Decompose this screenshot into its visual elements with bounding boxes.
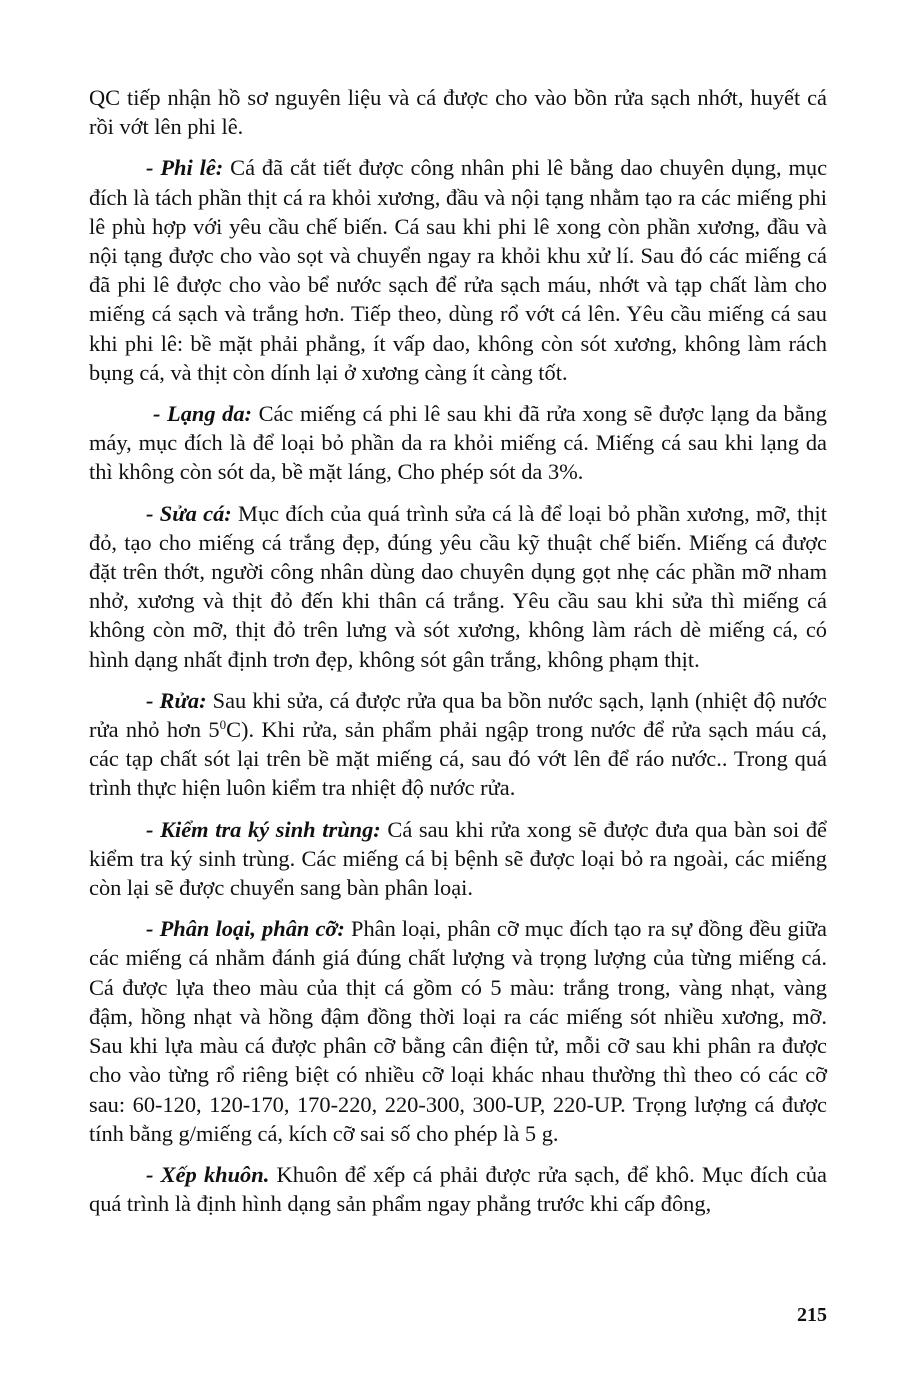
document-body	[89, 83, 827, 1230]
paragraph-phan-loai	[89, 914, 827, 1148]
page-number: 215	[797, 1304, 827, 1326]
paragraph-text: Các miếng cá phi lê sau khi đã rửa xong sẽ được lạng da bằng máy, mục đích là để loại bỏ phần da ra khỏi miếng cá. Miếng cá sau khi lạng da thì không còn sót da, bề mặt láng, Cho phép sót da 3%.	[89, 401, 827, 485]
section-label-phan-loai: - Phân loại, phân cỡ:	[146, 916, 345, 942]
paragraph-sua-ca	[89, 499, 827, 674]
paragraph-text: Mục đích của quá trình sửa cá là để loại bỏ phần xương, mỡ, thịt đỏ, tạo cho miếng cá trắng đẹp, đúng yêu cầu kỹ thuật chế biến. Miếng cá được đặt trên thớt, người công nhân dùng dao chuyên dụng gọt nhẹ các phần mỡ nham nhở, xương và thịt đỏ đến khi thân cá trắng. Yêu cầu sau khi sửa thì miếng cá không còn mỡ, thịt đỏ trên lưng và sót xương, không làm rách dè miếng cá, có hình dạng nhất định trơn đẹp, không sót gân trắng, không phạm thịt.	[89, 500, 827, 672]
paragraph-intro	[89, 83, 827, 141]
superscript-degree: 0	[219, 717, 227, 733]
paragraph-xep-khuon	[89, 1160, 827, 1218]
paragraph-rua	[89, 686, 827, 803]
paragraph-text: Cá đã cắt tiết được công nhân phi lê bằng dao chuyên dụng, mục đích là tách phần thịt cá ra khỏi xương, đầu và nội tạng nhằm tạo ra các miếng phi lê phù hợp với yêu cầu chế biến. Cá sau khi phi lê xong còn phần xương, đầu và nội tạng được cho vào sọt và chuyển ngay ra khỏi khu xử lí. Sau đó các miếng cá đã phi lê được cho vào bể nước sạch để rửa sạch máu, nhớt và tạp chất làm cho miếng cá sạch và trắng hơn. Tiếp theo, dùng rổ vớt cá lên. Yêu cầu miếng cá sau khi phi lê: bề mặt phải phẳng, ít vấp dao, không còn sót xương, không làm rách bụng cá, và thịt còn dính lại ở xương càng ít càng tốt.	[89, 155, 828, 385]
section-label-sua-ca: - Sửa cá:	[146, 500, 232, 526]
paragraph-text: Sau khi sửa, cá được rửa qua ba bồn nước sạch, lạnh (nhiệt độ nước rửa nhỏ hơn 5	[89, 687, 827, 743]
paragraph-text: Phân loại, phân cỡ mục đích tạo ra sự đồng đều giữa các miếng cá nhằm đánh giá đúng chất lượng và trọng lượng của từng miếng cá. Cá được lựa theo màu của thịt cá gồm có 5 màu: trắng trong, vàng nhạt, vàng đậm, hồng nhạt và hồng đậm đồng thời loại ra các miếng sót nhiều xương, mỡ. Sau khi lựa màu cá được phân cỡ bằng cân điện tử, mỗi cỡ sau khi phân ra được cho vào từng rổ riêng biệt có nhiều cỡ loại khác nhau thường thì theo có các cỡ sau: 60-120, 120-170, 170-220, 220-300, 300-UP, 220-UP. Trọng lượng cá được tính bằng g/miếng cá, kích cỡ sai số cho phép là 5 g.	[89, 916, 827, 1146]
paragraph-text: C). Khi rửa, sản phẩm phải ngập trong nước để rửa sạch máu cá, các tạp chất sót lại trên bề mặt miếng cá, sau đó vớt lên để ráo nước.. Trong quá trình thực hiện luôn kiểm tra nhiệt độ nước rửa.	[89, 717, 827, 801]
paragraph-phi-le	[89, 153, 827, 387]
section-label-rua: - Rửa:	[146, 687, 207, 713]
paragraph-text: Khuôn để xếp cá phải được rửa sạch, để khô. Mục đích của quá trình là định hình dạng sản phẩm ngay phẳng trước khi cấp đông,	[89, 1161, 827, 1217]
section-label-phi-le: - Phi lê:	[146, 155, 224, 181]
paragraph-lang-da	[89, 399, 827, 487]
paragraph-kiem-tra	[89, 815, 827, 903]
paragraph-text: Cá sau khi rửa xong sẽ được đưa qua bàn soi để kiểm tra ký sinh trùng. Các miếng cá bị bệnh sẽ được loại bỏ ra ngoài, các miếng còn lại sẽ được chuyển sang bàn phân loại.	[89, 816, 827, 901]
section-label-xep-khuon: - Xếp khuôn.	[146, 1161, 270, 1187]
paragraph-text: QC tiếp nhận hồ sơ nguyên liệu và cá được cho vào bồn rửa sạch nhớt, huyết cá rồi vớt lên phi lê.	[89, 85, 827, 140]
section-label-kiem-tra: - Kiểm tra ký sinh trùng:	[146, 816, 381, 842]
section-label-lang-da: - Lạng da:	[153, 401, 252, 427]
